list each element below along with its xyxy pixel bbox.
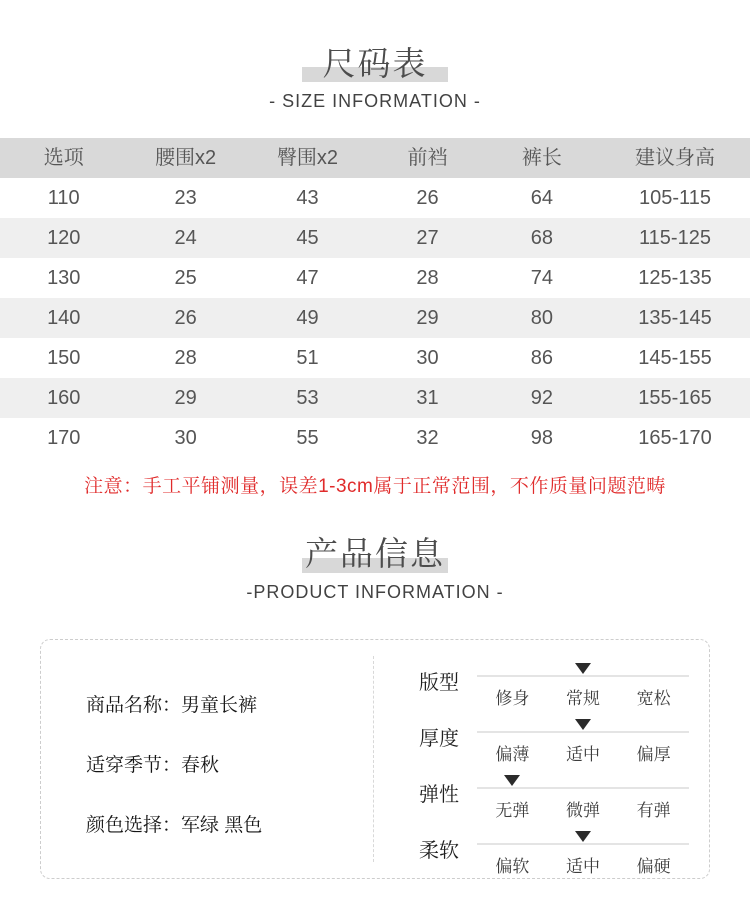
scale-track xyxy=(477,662,689,709)
column-header: 裤长 xyxy=(521,147,562,170)
table-cell: 32 xyxy=(416,427,439,450)
scale-label: 柔软 xyxy=(419,839,459,862)
column-header: 腰围x2 xyxy=(155,147,217,170)
table-cell: 110 xyxy=(47,187,80,210)
table-cell: 150 xyxy=(47,347,81,370)
scale-row xyxy=(419,718,689,765)
table-cell: 92 xyxy=(530,387,553,410)
column-header: 选项 xyxy=(43,147,84,170)
scale-label: 弹性 xyxy=(419,783,459,806)
product-detail-line xyxy=(86,750,373,777)
table-cell: 125-135 xyxy=(638,267,712,290)
scale-option-label: 微弹 xyxy=(566,800,600,820)
table-cell: 49 xyxy=(296,307,319,330)
table-cell: 155-165 xyxy=(638,387,712,410)
scale-options xyxy=(477,852,689,877)
scale-option-label: 偏厚 xyxy=(636,744,671,764)
scale-option-label: 有弹 xyxy=(636,800,671,820)
scale-row xyxy=(419,774,689,821)
product-detail-line xyxy=(86,810,373,837)
table-cell: 30 xyxy=(416,347,439,370)
size-table xyxy=(0,138,750,458)
table-cell: 165-170 xyxy=(638,427,712,450)
table-cell: 29 xyxy=(174,387,197,410)
scale-track xyxy=(477,774,689,821)
table-cell: 105-115 xyxy=(639,187,711,210)
table-cell: 55 xyxy=(296,427,319,450)
table-cell: 145-155 xyxy=(638,347,712,370)
table-cell: 26 xyxy=(416,187,439,210)
scale-options xyxy=(477,796,689,821)
scale-option-label: 适中 xyxy=(566,856,600,876)
measurement-note: 注意：手工平铺测量，误差1-3cm属于正常范围，不作质量问题范畴 xyxy=(84,476,666,498)
scale-options xyxy=(477,740,689,765)
size-table-body xyxy=(0,178,750,458)
scale-line xyxy=(477,843,689,845)
table-row xyxy=(0,298,750,338)
table-cell: 43 xyxy=(296,187,319,210)
table-row xyxy=(0,218,750,258)
detail-value: 军绿 黑色 xyxy=(181,814,263,836)
table-cell: 120 xyxy=(47,227,81,250)
table-cell: 51 xyxy=(296,347,319,370)
column-header: 臀围x2 xyxy=(276,147,339,170)
table-cell: 26 xyxy=(174,307,197,330)
table-cell: 86 xyxy=(530,347,553,370)
table-row xyxy=(0,418,750,458)
column-header: 前裆 xyxy=(407,147,448,170)
table-cell: 28 xyxy=(174,347,197,370)
scale-option-label: 偏硬 xyxy=(636,856,671,876)
scale-option-label: 偏软 xyxy=(495,856,530,876)
table-cell: 64 xyxy=(530,187,553,210)
table-cell: 80 xyxy=(530,307,553,330)
detail-value: 男童长裤 xyxy=(181,694,258,716)
table-cell: 47 xyxy=(296,267,319,290)
scale-track xyxy=(477,830,689,877)
table-row xyxy=(0,378,750,418)
table-row xyxy=(0,338,750,378)
size-section-header xyxy=(0,0,750,112)
table-cell: 115-125 xyxy=(639,227,711,250)
table-cell: 45 xyxy=(296,227,319,250)
scale-track xyxy=(477,718,689,765)
table-cell: 140 xyxy=(47,307,81,330)
product-details xyxy=(41,640,373,878)
product-detail-line xyxy=(86,690,373,717)
detail-label: 商品名称： xyxy=(86,694,182,716)
scale-option-label: 常规 xyxy=(566,688,600,708)
scale-line xyxy=(477,731,689,733)
scale-option-label: 无弹 xyxy=(495,800,530,820)
table-cell: 130 xyxy=(47,267,81,290)
table-row xyxy=(0,178,750,218)
table-cell: 24 xyxy=(174,227,197,250)
scale-option-label: 修身 xyxy=(495,688,530,708)
table-cell: 30 xyxy=(174,427,197,450)
table-cell: 23 xyxy=(174,187,197,210)
scale-line xyxy=(477,675,689,677)
table-cell: 170 xyxy=(47,427,81,450)
product-section-header xyxy=(0,498,750,602)
scale-label: 版型 xyxy=(419,671,459,694)
size-section-subtitle: - SIZE INFORMATION - xyxy=(269,91,481,112)
table-cell: 27 xyxy=(416,227,439,250)
table-cell: 25 xyxy=(174,267,197,290)
scale-option-label: 宽松 xyxy=(636,688,671,708)
scale-line xyxy=(477,787,689,789)
detail-value: 春秋 xyxy=(181,754,220,776)
table-cell: 135-145 xyxy=(638,307,712,330)
detail-label: 颜色选择： xyxy=(86,814,182,836)
size-table-header-row xyxy=(0,138,750,178)
scale-options xyxy=(477,684,689,709)
scale-marker-icon xyxy=(504,775,520,786)
product-attribute-scales xyxy=(374,640,709,878)
table-cell: 160 xyxy=(47,387,81,410)
table-cell: 28 xyxy=(416,267,439,290)
scale-marker-icon xyxy=(575,831,591,842)
detail-label: 适穿季节： xyxy=(86,754,182,776)
product-section-subtitle: -PRODUCT INFORMATION - xyxy=(246,581,504,602)
table-cell: 74 xyxy=(530,267,553,290)
table-cell: 31 xyxy=(416,387,439,410)
scale-row xyxy=(419,830,689,877)
table-row xyxy=(0,258,750,298)
table-cell: 29 xyxy=(416,307,439,330)
size-section-title: 尺码表 xyxy=(322,45,428,82)
scale-row xyxy=(419,662,689,709)
scale-option-label: 适中 xyxy=(566,744,600,764)
scale-option-label: 偏薄 xyxy=(495,744,530,764)
table-cell: 53 xyxy=(296,387,319,410)
table-cell: 68 xyxy=(530,227,553,250)
table-cell: 98 xyxy=(530,427,553,450)
product-info-box xyxy=(40,639,710,879)
scale-marker-icon xyxy=(575,719,591,730)
scale-marker-icon xyxy=(575,663,591,674)
product-section-title: 产品信息 xyxy=(305,535,445,573)
column-header: 建议身高 xyxy=(635,147,715,170)
scale-label: 厚度 xyxy=(419,727,459,750)
